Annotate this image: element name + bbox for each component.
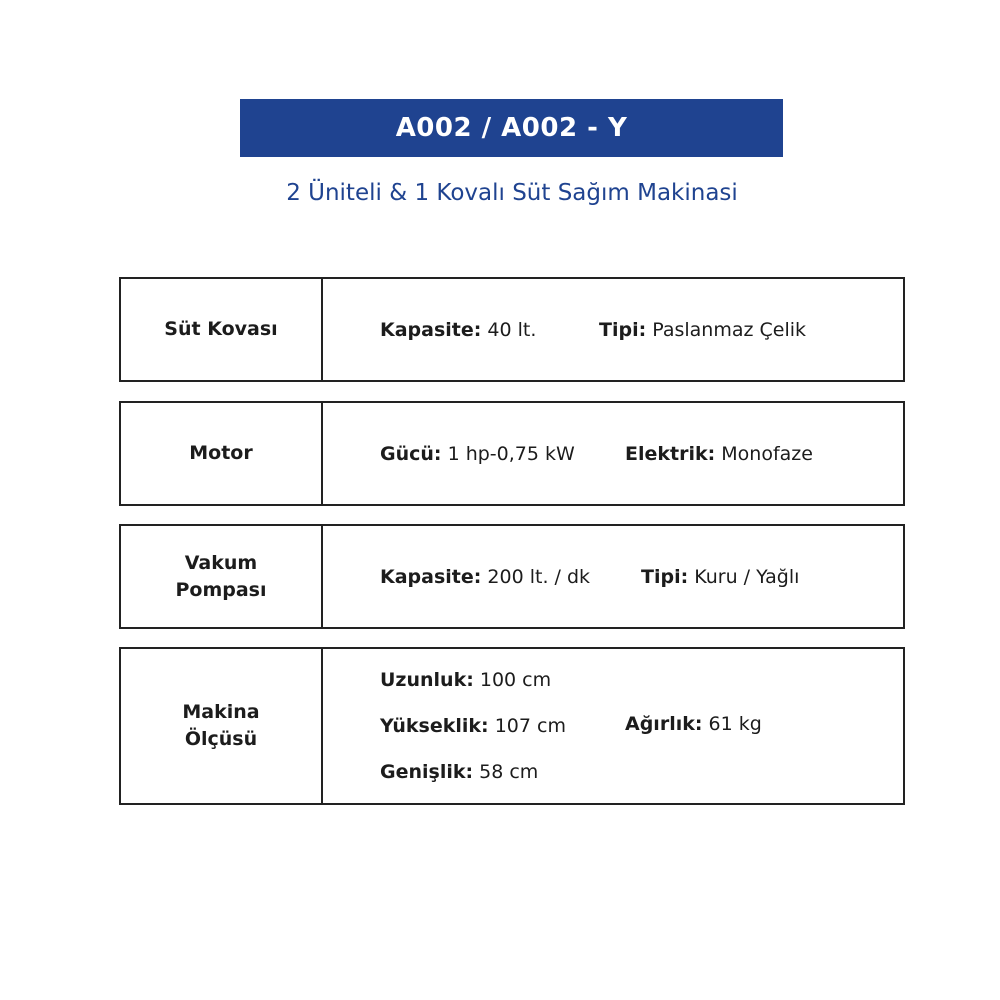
field-value: Kuru / Yağlı [694, 566, 800, 588]
product-title: A002 / A002 - Y [395, 113, 628, 143]
field-value: Paslanmaz Çelik [652, 319, 807, 341]
height-field [380, 715, 566, 737]
row-label: Motor [121, 403, 323, 504]
weight-field [625, 713, 762, 735]
length-field [380, 669, 551, 691]
width-field [380, 761, 538, 783]
field-value: 200 lt. / dk [487, 566, 591, 588]
electric-field [625, 443, 813, 465]
field-value: 58 cm [479, 761, 539, 783]
row-content [323, 649, 903, 803]
field-value: 107 cm [494, 715, 566, 737]
field-key: Gücü: [380, 443, 442, 465]
product-subtitle: 2 Üniteli & 1 Kovalı Süt Sağım Makinasi [286, 180, 738, 206]
spec-row-milk-bucket [119, 277, 905, 382]
title-banner [240, 99, 783, 157]
spec-row-vacuum-pump [119, 524, 905, 629]
type-field [641, 566, 799, 588]
field-key: Genişlik: [380, 761, 474, 783]
field-key: Ağırlık: [625, 713, 703, 735]
field-value: 1 hp-0,75 kW [447, 443, 575, 465]
field-key: Tipi: [599, 319, 647, 341]
row-label-line: Ölçüsü [184, 728, 258, 750]
field-key: Elektrik: [625, 443, 716, 465]
field-key: Kapasite: [380, 319, 482, 341]
capacity-field [380, 319, 536, 341]
row-content [323, 526, 903, 627]
field-value: Monofaze [721, 443, 813, 465]
power-field [380, 443, 575, 465]
spec-row-machine-size [119, 647, 905, 805]
field-key: Tipi: [641, 566, 689, 588]
row-label-line: Pompası [175, 578, 267, 601]
row-label [121, 649, 323, 803]
type-field [599, 319, 806, 341]
capacity-field [380, 566, 590, 588]
field-key: Kapasite: [380, 566, 482, 588]
field-value: 40 lt. [487, 319, 537, 341]
row-content [323, 279, 903, 380]
row-label [121, 526, 323, 627]
field-key: Yükseklik: [380, 715, 489, 737]
field-key: Uzunluk: [380, 669, 474, 691]
row-content [323, 403, 903, 504]
spec-row-motor [119, 401, 905, 506]
row-label-line: Makina [182, 701, 260, 723]
row-label-line: Vakum [184, 551, 258, 574]
field-value: 100 cm [479, 669, 552, 691]
row-label: Süt Kovası [121, 279, 323, 380]
field-value: 61 kg [708, 713, 762, 735]
